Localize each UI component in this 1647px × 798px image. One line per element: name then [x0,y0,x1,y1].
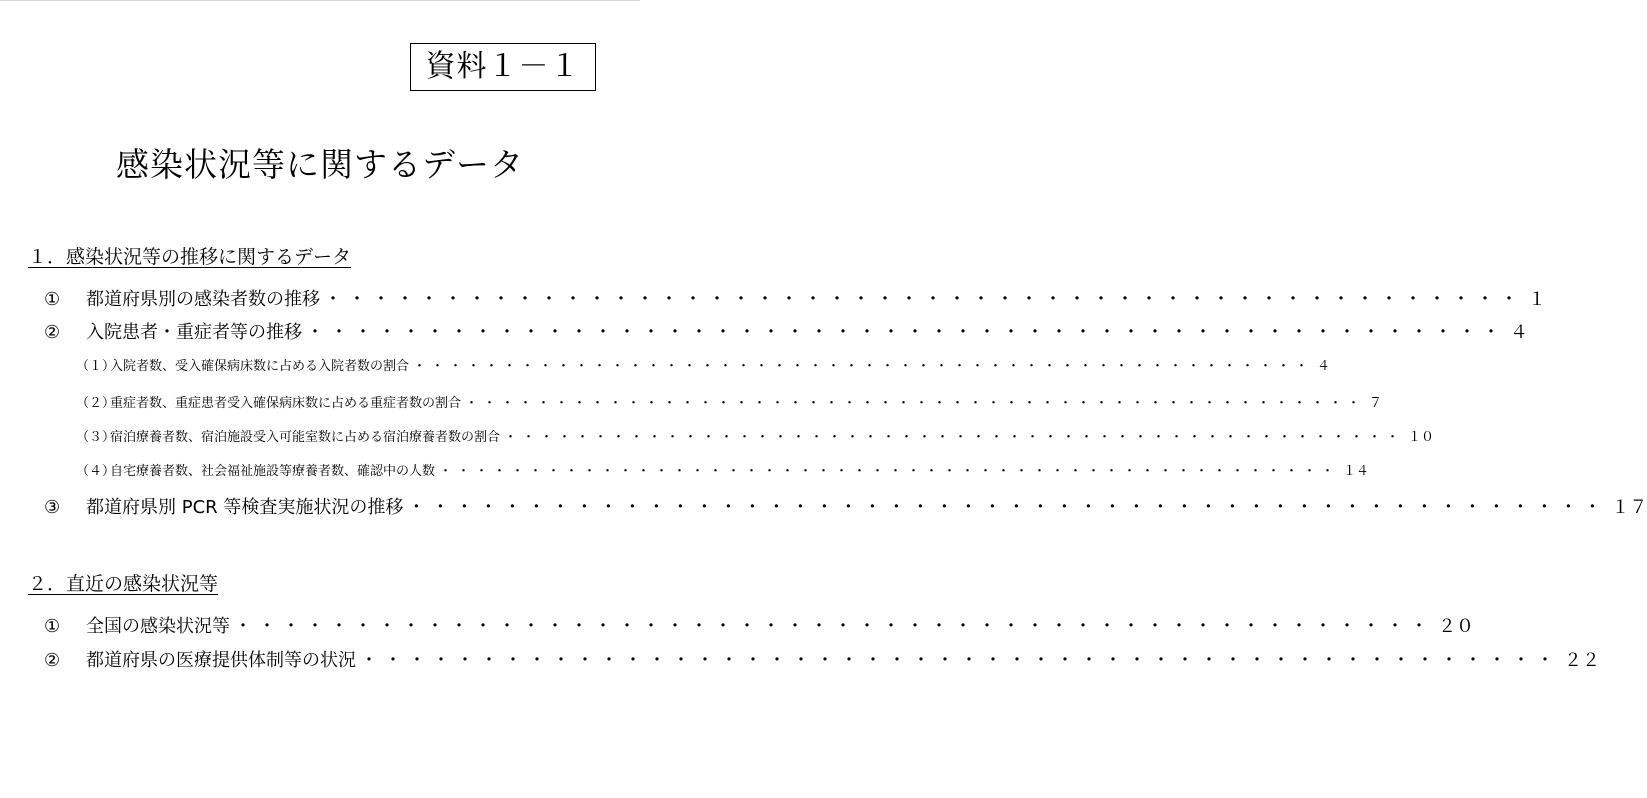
toc-item-title: 自宅療養者数、社会福祉施設等療養者数、確認中の人数 [110,464,436,479]
toc-item-title: 入院患者・重症者等の推移 [86,322,302,343]
toc-page-number: １ [1528,289,1546,310]
toc-marker: （２） [76,396,116,411]
toc-marker: ③ [44,497,61,518]
toc-marker: （１） [76,359,116,374]
toc-subitem-1-2-2[interactable] [76,394,1383,414]
toc-leader-dots: ・・・・・・・・・・・・・・・・・・・・・・・・・・・・・・・・・・・・・・・・・・・・・・・・・・ [306,322,1506,343]
toc-leader-dots: ・・・・・・・・・・・・・・・・・・・・・・・・・・・・・・・・・・・・・・・・・・・・・・・・・・ [413,359,1314,374]
toc-leader-dots: ・・・・・・・・・・・・・・・・・・・・・・・・・・・・・・・・・・・・・・・・・・・・・・・・・・ [439,464,1340,479]
toc-page-number: １０ [1408,430,1435,445]
toc-subitem-1-2-3[interactable] [76,428,1435,448]
toc-leader-dots: ・・・・・・・・・・・・・・・・・・・・・・・・・・・・・・・・・・・・・・・・・・・・・・・・・・ [504,430,1405,445]
toc-marker: （４） [76,464,116,479]
document-label: 資料１－１ [410,43,596,91]
toc-item-2-2[interactable] [44,648,1600,674]
toc-subitem-1-2-1[interactable] [76,357,1331,377]
toc-item-1-1[interactable] [44,287,1546,313]
toc-leader-dots: ・・・・・・・・・・・・・・・・・・・・・・・・・・・・・・・・・・・・・・・・・・・・・・・・・・ [465,396,1366,411]
toc-marker: （３） [76,430,116,445]
toc-leader-dots: ・・・・・・・・・・・・・・・・・・・・・・・・・・・・・・・・・・・・・・・・・・・・・・・・・・ [360,650,1560,671]
toc-page-number: ４ [1317,359,1331,374]
toc-item-title: 都道府県別 PCR 等検査実施状況の推移 [86,497,404,518]
toc-marker: ① [44,289,61,310]
toc-page-number: ７ [1369,396,1383,411]
page-top-border [0,0,640,1]
toc-item-2-1[interactable] [44,614,1474,640]
toc-page-number: １４ [1343,464,1370,479]
toc-item-1-2[interactable] [44,320,1528,346]
section-heading-2: ２．直近の感染状況等 [28,573,219,595]
toc-page-number: １７ [1611,497,1647,518]
toc-leader-dots: ・・・・・・・・・・・・・・・・・・・・・・・・・・・・・・・・・・・・・・・・・・・・・・・・・・ [407,497,1608,518]
toc-item-1-3[interactable] [44,495,1647,521]
toc-subitem-1-2-4[interactable] [76,462,1370,482]
toc-item-title: 入院者数、受入確保病床数に占める入院者数の割合 [110,359,410,374]
toc-leader-dots: ・・・・・・・・・・・・・・・・・・・・・・・・・・・・・・・・・・・・・・・・・・・・・・・・・・ [324,289,1524,310]
toc-marker: ① [44,616,61,637]
toc-page-number: ４ [1510,322,1528,343]
toc-item-title: 宿泊療養者数、宿泊施設受入可能室数に占める宿泊療養者数の割合 [110,430,501,445]
page-title: 感染状況等に関するデータ [116,145,524,184]
section-heading-1: １．感染状況等の推移に関するデータ [28,246,352,268]
toc-item-title: 全国の感染状況等 [86,616,230,637]
toc-page-number: ２０ [1438,616,1474,637]
toc-item-title: 都道府県別の感染者数の推移 [86,289,320,310]
toc-item-title: 都道府県の医療提供体制等の状況 [86,650,356,671]
toc-item-title: 重症者数、重症患者受入確保病床数に占める重症者数の割合 [110,396,462,411]
toc-marker: ② [44,650,61,671]
toc-leader-dots: ・・・・・・・・・・・・・・・・・・・・・・・・・・・・・・・・・・・・・・・・・・・・・・・・・・ [234,616,1434,637]
toc-marker: ② [44,322,61,343]
toc-page-number: ２２ [1564,650,1600,671]
